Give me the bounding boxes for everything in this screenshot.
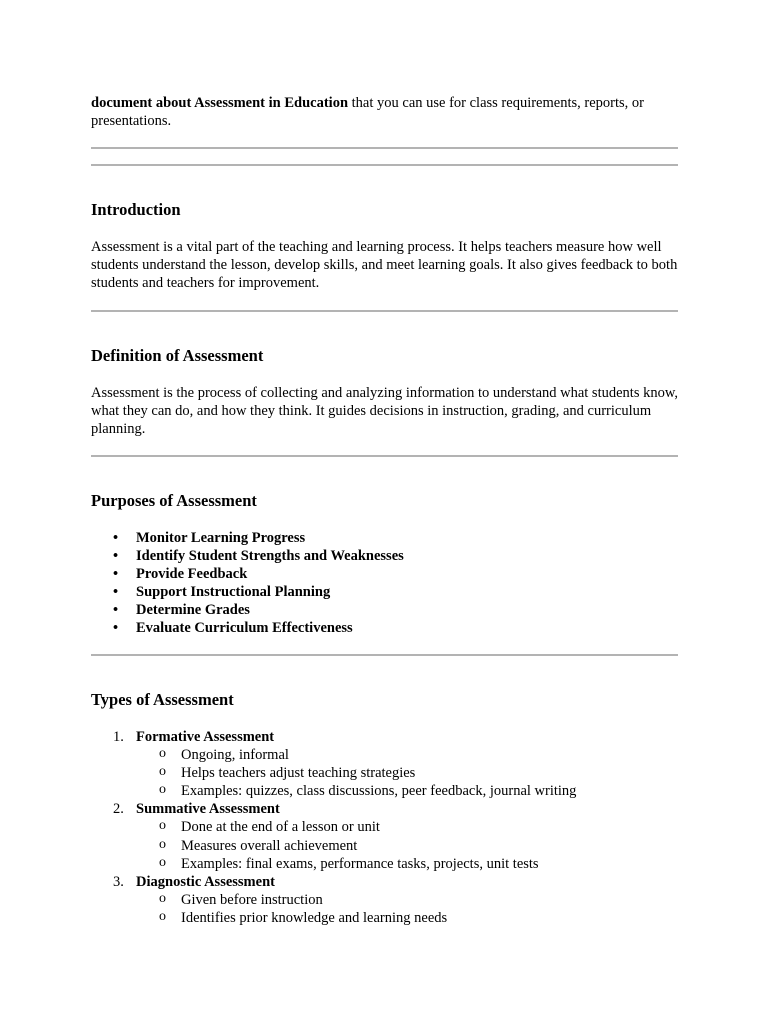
list-item: [91, 565, 404, 583]
list-item: [91, 873, 576, 927]
definition-heading: Definition of Assessment: [91, 346, 264, 365]
hollow-bullet-icon: o: [159, 836, 166, 852]
sub-list: [136, 746, 576, 800]
intro-fragment: [91, 94, 681, 130]
sub-item-label: Identifies prior knowledge and learning needs: [181, 909, 448, 926]
types-list: [91, 728, 576, 927]
list-item: [91, 529, 404, 547]
list-number: 3.: [113, 873, 124, 890]
sub-list-item: [136, 837, 576, 855]
list-item: [91, 601, 404, 619]
intro-fragment-rest: that you can use for class requirements, reports, or presentations.: [91, 95, 644, 130]
sub-list: [136, 891, 576, 927]
bullet-icon: •: [113, 548, 119, 565]
list-item: [91, 800, 576, 872]
list-item-label: Monitor Learning Progress: [136, 530, 306, 546]
list-item: [91, 728, 576, 800]
divider: [91, 455, 678, 457]
hollow-bullet-icon: o: [159, 854, 166, 870]
sub-list-item: [136, 891, 576, 909]
hollow-bullet-icon: o: [159, 782, 166, 798]
purposes-heading: Purposes of Assessment: [91, 491, 257, 510]
bullet-icon: •: [113, 620, 119, 637]
sub-list-item: [136, 855, 576, 873]
hollow-bullet-icon: o: [159, 908, 166, 924]
sub-list: [136, 818, 576, 872]
type-title: Diagnostic Assessment: [136, 873, 275, 890]
intro-fragment-bold: document about Assessment in Education: [91, 95, 349, 111]
list-item: [91, 547, 404, 565]
types-heading: Types of Assessment: [91, 690, 234, 709]
sub-item-label: Examples: final exams, performance tasks, projects, unit tests: [181, 855, 539, 872]
hollow-bullet-icon: o: [159, 746, 166, 762]
hollow-bullet-icon: o: [159, 818, 166, 834]
bullet-icon: •: [113, 566, 119, 583]
sub-list-item: [136, 782, 576, 800]
divider: [91, 654, 678, 656]
introduction-body: Assessment is a vital part of the teaching and learning process. It helps teachers measure how well students understand the lesson, develop skills, and meet learning goals. It also gives feedback to both students and teachers for improvement.: [91, 239, 678, 292]
list-number: 2.: [113, 801, 124, 818]
sub-item-label: Examples: quizzes, class discussions, peer feedback, journal writing: [181, 783, 577, 800]
list-item-label: Determine Grades: [136, 602, 250, 619]
bullet-icon: •: [113, 602, 119, 619]
divider: [91, 164, 678, 166]
bullet-icon: •: [113, 584, 119, 601]
sub-item-label: Given before instruction: [181, 891, 323, 908]
purposes-list: [91, 529, 404, 638]
sub-item-label: Measures overall achievement: [181, 837, 358, 854]
introduction-heading: Introduction: [91, 200, 181, 219]
list-item: [91, 619, 404, 637]
sub-item-label: Ongoing, informal: [181, 747, 289, 764]
list-item-label: Support Instructional Planning: [136, 584, 331, 601]
sub-list-item: [136, 818, 576, 836]
list-item: [91, 583, 404, 601]
sub-item-label: Done at the end of a lesson or unit: [181, 819, 380, 836]
list-item-label: Provide Feedback: [136, 566, 248, 583]
bullet-icon: •: [113, 530, 119, 546]
divider: [91, 310, 678, 312]
definition-body: Assessment is the process of collecting and analyzing information to understand what students know, what they can do, and how they think. It guides decisions in instruction, grading, and curriculum planning.: [91, 385, 678, 438]
list-number: 1.: [113, 729, 124, 745]
hollow-bullet-icon: o: [159, 890, 166, 906]
type-title: Formative Assessment: [136, 729, 275, 745]
type-title: Summative Assessment: [136, 801, 280, 818]
divider: [91, 147, 678, 149]
sub-list-item: [136, 909, 576, 927]
hollow-bullet-icon: o: [159, 764, 166, 780]
list-item-label: Identify Student Strengths and Weaknesses: [136, 548, 404, 565]
sub-item-label: Helps teachers adjust teaching strategies: [181, 765, 416, 782]
list-item-label: Evaluate Curriculum Effectiveness: [136, 620, 353, 637]
sub-list-item: [136, 746, 576, 764]
sub-list-item: [136, 764, 576, 782]
